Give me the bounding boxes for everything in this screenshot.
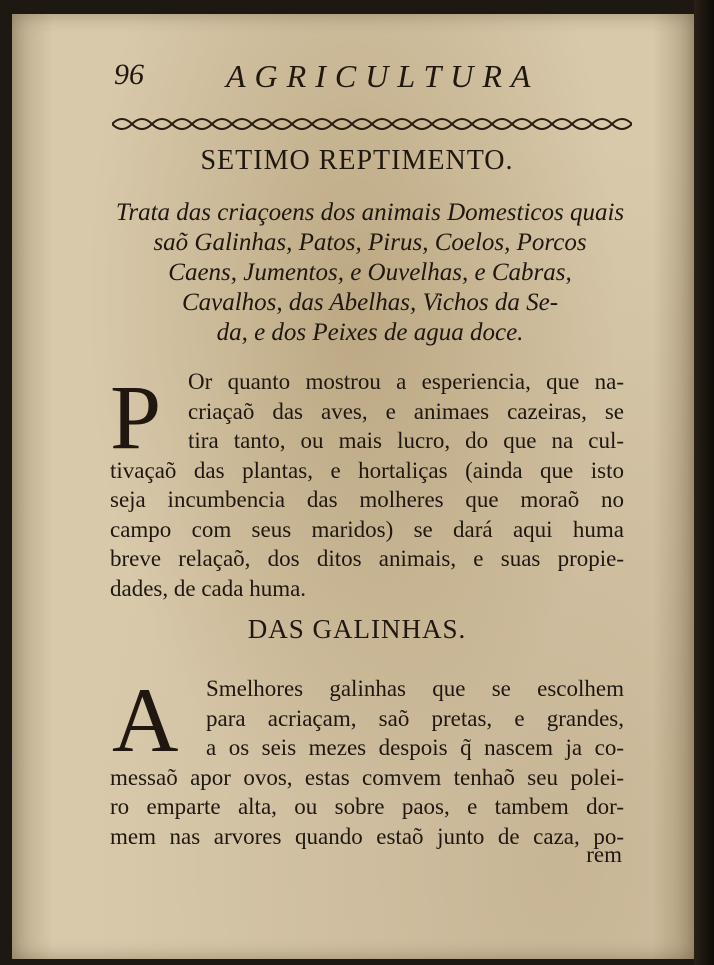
summary-line: da, e dos Peixes de agua doce. bbox=[216, 319, 524, 346]
text-line: seja incumbencia das molheres que moraõ no bbox=[110, 487, 624, 512]
text-line: mem nas arvores quando estaõ junto de caza, po- bbox=[110, 823, 624, 849]
decorative-border-ornament bbox=[112, 112, 632, 136]
summary-line: Caens, Jumentos, e Ouvelhas, e Cabras, bbox=[168, 259, 572, 286]
paragraph-chickens bbox=[110, 669, 624, 851]
text-line: ro emparte alta, ou sobre paos, e tambem dor- bbox=[110, 794, 624, 819]
summary-line: saõ Galinhas, Patos, Pirus, Coelos, Porcos bbox=[153, 229, 587, 256]
summary-line: Trata das criaçoens dos animais Domesticos quais bbox=[115, 199, 625, 226]
text-line: para acriaçam, saõ pretas, e grandes, bbox=[206, 705, 624, 731]
text-line: Smelhores galinhas que se escolhem bbox=[206, 676, 624, 701]
text-line: criaçaõ das aves, e animaes cazeiras, se bbox=[188, 398, 624, 424]
text-line: dades, de cada huma. bbox=[110, 575, 307, 601]
text-line: messaõ apor ovos, estas comvem tenhaõ seu polei- bbox=[110, 764, 624, 790]
section-title: SETIMO REPTIMENTO. bbox=[200, 145, 514, 176]
catchword: rem bbox=[586, 842, 622, 867]
text-line: tira tanto, ou mais lucro, do que na cul- bbox=[188, 428, 624, 453]
section-summary bbox=[100, 198, 640, 348]
text-line: campo com seus maridos) se dará aqui huma bbox=[110, 516, 624, 542]
text-line: Or quanto mostrou a esperiencia, que na- bbox=[188, 369, 624, 394]
page-number: 96 bbox=[114, 58, 144, 91]
subsection-title: DAS GALINHAS. bbox=[247, 614, 467, 644]
text-line: a os seis mezes despois q̃ nascem ja co- bbox=[206, 735, 624, 760]
text-line: tivaçaõ das plantas, e hortaliças (ainda que isto bbox=[110, 457, 624, 483]
drop-cap: A bbox=[112, 669, 179, 771]
summary-line: Cavalhos, das Abelhas, Vichos da Se- bbox=[181, 289, 559, 316]
drop-cap: P bbox=[110, 366, 162, 468]
text-line: breve relaçaõ, dos ditos animais, e suas propie- bbox=[110, 546, 624, 571]
running-title: AGRICULTURA bbox=[226, 58, 540, 94]
page-header bbox=[100, 58, 640, 98]
paragraph-poultry-intro bbox=[110, 367, 624, 603]
